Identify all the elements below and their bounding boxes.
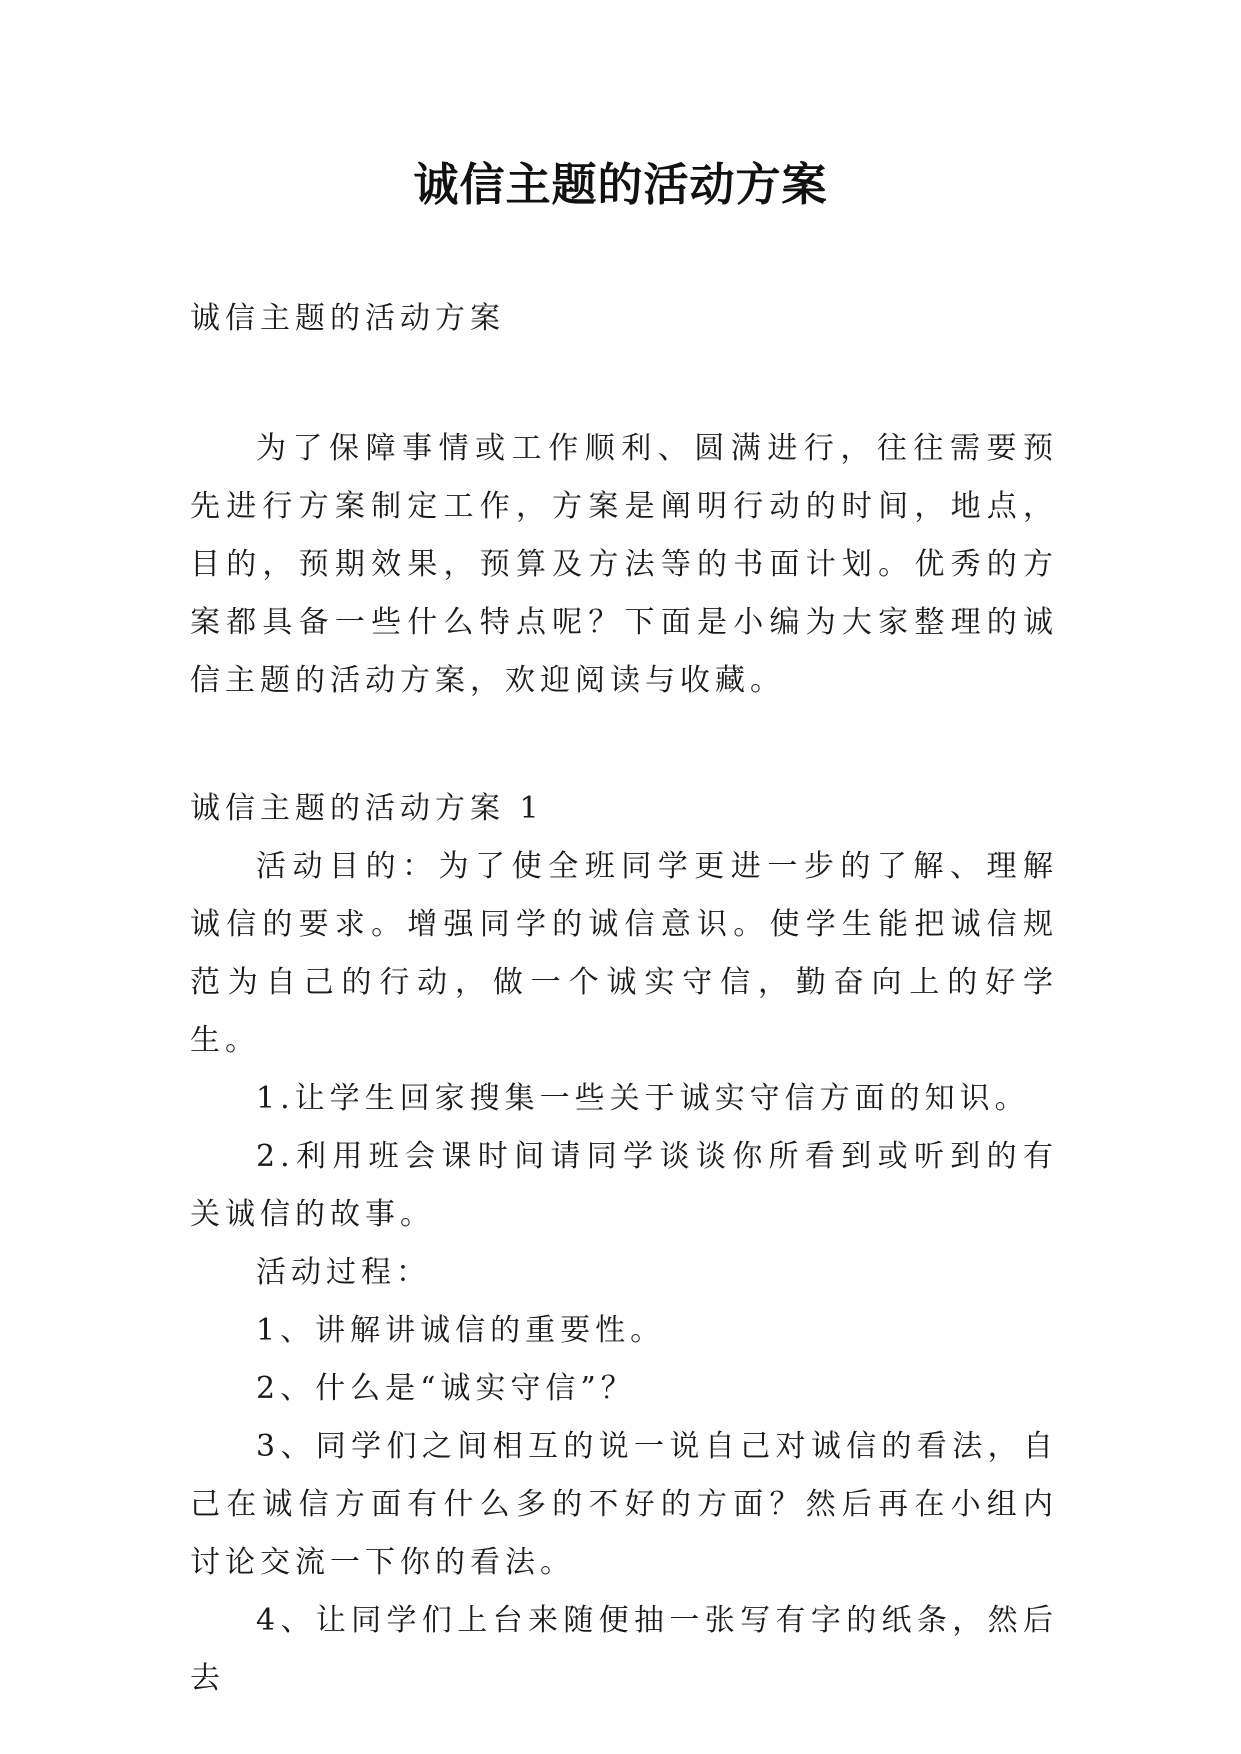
body-paragraph: 活动过程： xyxy=(256,1255,431,1290)
intro-paragraph: 为了保障事情或工作顺利、圆满进行，往往需要预先进行方案制定工作，方案是阐明行动的时间，地点，目的，预期效果，预算及方法等的书面计划。优秀的方案都具备一些什么特点呢？下面是小编为大家整理的诚信主题的活动方案，欢迎阅读与收藏。 xyxy=(190,431,1058,698)
list-item: 4、让同学们上台来随便抽一张写有字的纸条，然后去 xyxy=(190,1603,1058,1696)
list-item: 2、什么是“诚实守信”？ xyxy=(256,1371,636,1406)
list-item: 3、同学们之间相互的说一说自己对诚信的看法，自己在诚信方面有什么多的不好的方面？然后再在小组内讨论交流一下你的看法。 xyxy=(190,1429,1058,1580)
document-title: 诚信主题的活动方案 xyxy=(413,158,828,211)
section-heading: 诚信主题的活动方案 1 xyxy=(190,791,544,826)
document-body xyxy=(190,290,1058,1708)
body-paragraph: 活动目的：为了使全班同学更进一步的了解、理解诚信的要求。增强同学的诚信意识。使学生能把诚信规范为自己的行动，做一个诚实守信，勤奋向上的好学生。 xyxy=(190,849,1058,1058)
list-item: 1.让学生回家搜集一些关于诚实守信方面的知识。 xyxy=(256,1081,1030,1116)
section-heading: 诚信主题的活动方案 xyxy=(190,301,505,336)
list-item: 2.利用班会课时间请同学谈谈你所看到或听到的有关诚信的故事。 xyxy=(190,1139,1058,1232)
list-item: 1、讲解讲诚信的重要性。 xyxy=(256,1313,666,1348)
